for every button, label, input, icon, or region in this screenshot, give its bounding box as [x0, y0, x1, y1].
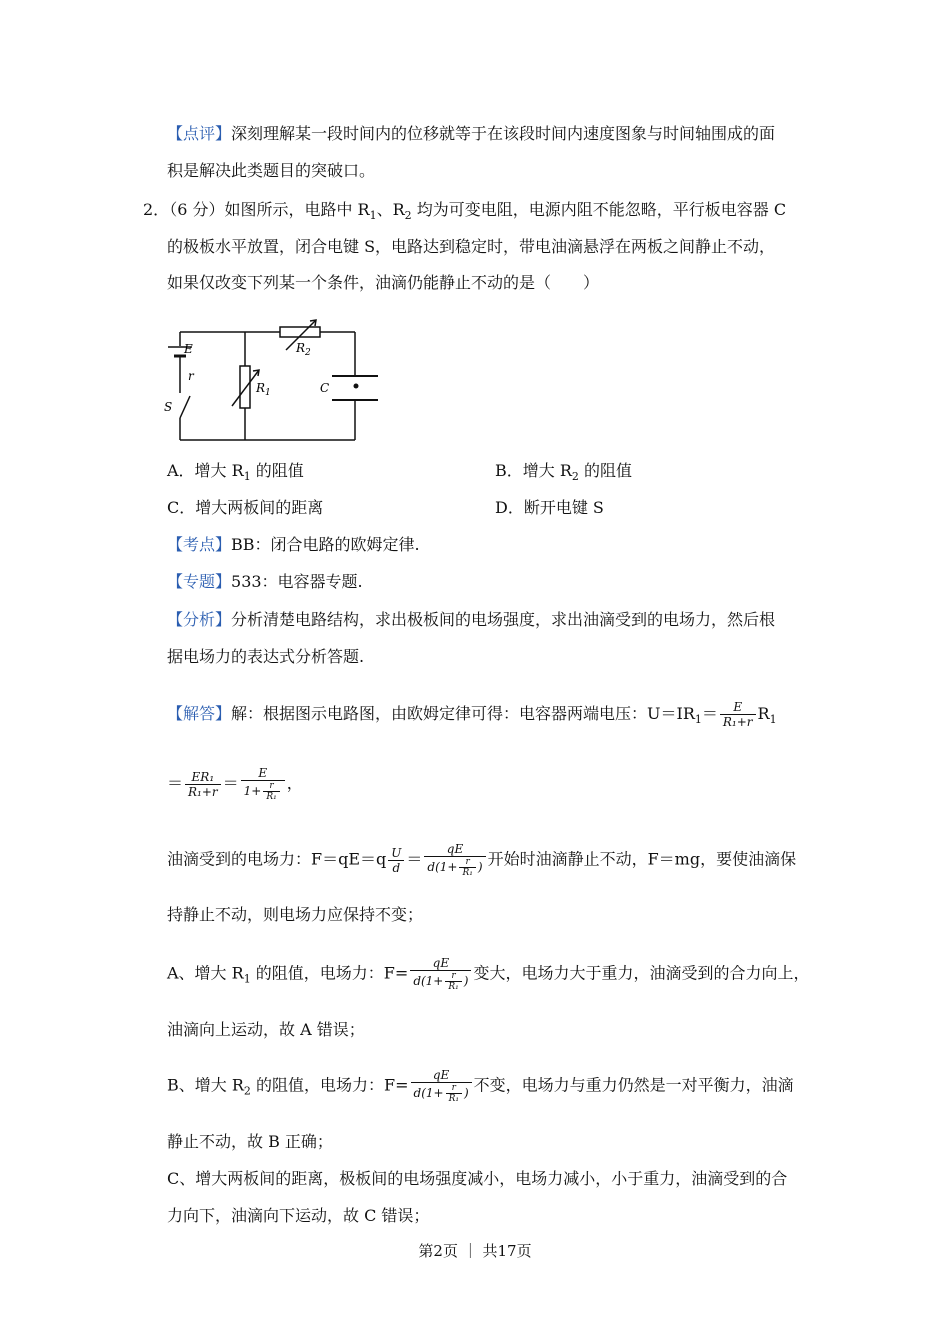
- jieda-line-A: A、增大 $R_1$ 的阻值，电场力：F= qE d(1+ $\frac{r}{\text{R₁}}$ ) 变大，电场力大于重力，油滴受到的合力向上，: [167, 956, 810, 992]
- fenxi-line-2: 据电场力的表达式分析答题.: [167, 647, 365, 666]
- label-r: r: [188, 369, 194, 383]
- review-line-1: [167, 123, 775, 145]
- question-line-2: 的极板水平放置，闭合电键 S，电路达到稳定时，带电油滴悬浮在两板之间静止不动，: [167, 237, 776, 256]
- jieda-line-3: 油滴受到的电场力：F＝qE＝q $\frac{U}{d}$ ＝ qE d(1+ $\frac{r}{\text{R₁}}$ ) 开始时油滴静止不动，F＝mg，要使油滴保: [167, 842, 797, 878]
- review-text-2: 积是解决此类题目的突破口。: [167, 161, 376, 180]
- oil-drop-icon: [354, 384, 359, 389]
- option-B: B．增大 $R_2$ 的阻值: [495, 461, 632, 484]
- circuit-diagram: [160, 318, 390, 448]
- kaodian: 【考点】BB：闭合电路的欧姆定律.: [167, 535, 420, 554]
- jieda-line-B: B、增大 $R_2$ 的阻值，电场力：F= qE d(1+ $\frac{r}{\text{R₁}}$ ) 不变，电场力与重力仍然是一对平衡力，油滴: [167, 1068, 794, 1104]
- question-line-3: 如果仅改变下列某一个条件，油滴仍能静止不动的是（ ）: [167, 273, 600, 292]
- question-line-1: 2．（6 分）如图所示，电路中 $R_1$、$R_2$ 均为可变电阻，电源内阻不能忽略，平行板电容器 C: [143, 200, 787, 223]
- question-number: 2．: [143, 200, 170, 219]
- label-E: E: [184, 342, 193, 356]
- option-C: C．增大两板间的距离: [167, 498, 324, 517]
- option-D: D．断开电键 S: [495, 498, 604, 517]
- option-A: A．增大 $R_1$ 的阻值: [167, 461, 304, 484]
- jieda-line-2: ＝ $\frac{\text{ER₁}}{\text{R₁+r}}$ ＝ E 1+ $\frac{r}{\text{R₁}}$ ，: [167, 766, 303, 802]
- page-footer: 第2页 ｜ 共17页: [418, 1242, 532, 1260]
- jieda-line-C1: C、增大两板间的距离，极板间的电场强度减小，电场力减小，小于重力，油滴受到的合: [167, 1169, 788, 1188]
- review-text-1: 深刻理解某一段时间内的位移就等于在该段时间内速度图象与时间轴围成的面: [231, 124, 776, 143]
- jieda-line-A2: 油滴向上运动，故 A 错误；: [167, 1020, 365, 1039]
- label-R1: $R_1$: [256, 381, 271, 398]
- fenxi-line-1: 【分析】分析清楚电路结构，求出极板间的电场强度，求出油滴受到的电场力，然后根: [167, 610, 776, 629]
- jieda-line-B2: 静止不动，故 B 正确；: [167, 1132, 333, 1151]
- jieda-line-4: 持静止不动，则电场力应保持不变；: [167, 905, 424, 924]
- label-C: C: [320, 381, 330, 395]
- zhuanti: 【专题】533：电容器专题.: [167, 572, 363, 591]
- label-R2: $R_2$: [296, 341, 311, 358]
- jieda-line-C2: 力向下，油滴向下运动，故 C 错误；: [167, 1206, 430, 1225]
- label-S: S: [164, 400, 173, 414]
- review-tag: 【点评】: [167, 124, 232, 143]
- jieda-line-1: 【解答】解：根据图示电路图，由欧姆定律可得：电容器两端电压：$U=IR_1=$ $\frac{E}{\text{R₁+r}}$ $R_1$: [167, 700, 777, 729]
